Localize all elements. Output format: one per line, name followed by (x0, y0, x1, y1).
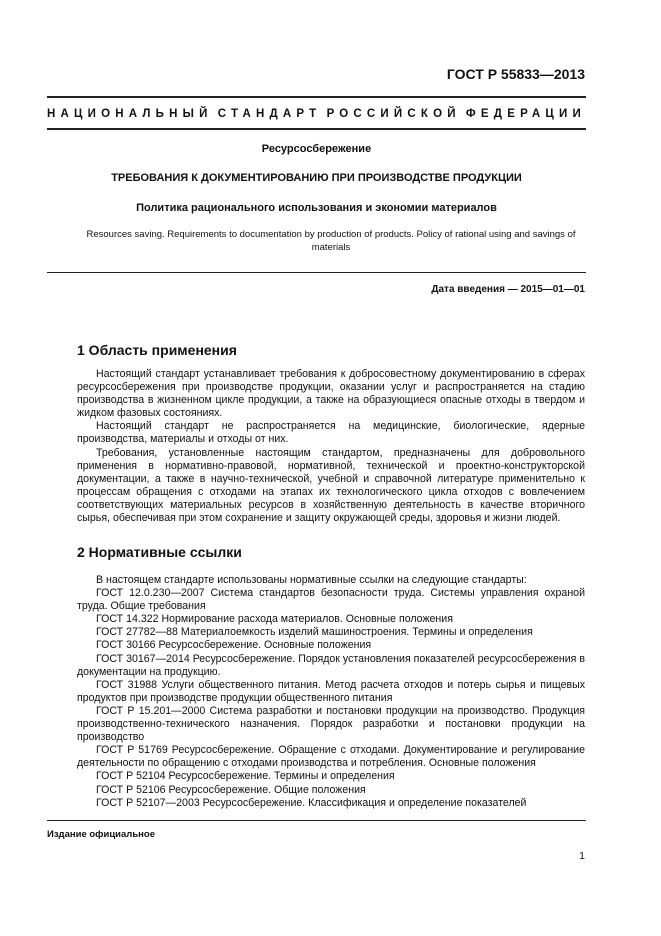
paragraph: В настоящем стандарте использованы нормативные ссылки на следующие стандарты: (96, 574, 527, 586)
reference-item: ГОСТ Р 52104 Ресурсосбережение. Термины и определения (96, 770, 395, 783)
national-standard-banner (47, 108, 586, 120)
section-1-body (77, 368, 585, 525)
english-title: Resources saving. Requirements to documentation by production of products. Policy of rational using and savings of materials (86, 229, 576, 253)
document-number: ГОСТ Р 55833—2013 (446, 66, 585, 82)
divider (47, 96, 586, 98)
reference-item: ГОСТ 30166 Ресурсосбережение. Основные положения (96, 639, 372, 652)
reference-item: ГОСТ Р 51769 Ресурсосбережение. Обращение с отходами. Документирование и регулирование деятельности по обращению с отходами производства и потребления. Основные положения (77, 744, 585, 770)
divider (47, 820, 586, 821)
reference-item: ГОСТ Р 52107—2003 Ресурсосбережение. Классификация и определение показателей (96, 796, 527, 809)
paragraph: Настоящий стандарт не распространяется на медицинские, биологические, ядерные производства, материалы и отходы от них. (77, 420, 585, 446)
official-edition-label: Издание официальное (47, 829, 155, 840)
reference-item: ГОСТ 31988 Услуги общественного питания. Метод расчета отходов и потерь сырья и пищевых продуктов при производстве продукции общественного питания (77, 678, 585, 704)
page-number: 1 (579, 850, 585, 862)
subtitle: Политика рационального использования и экономии материалов (136, 202, 497, 214)
reference-item: ГОСТ 30167—2014 Ресурсосбережение. Порядок установления показателей ресурсосбережения в документации на продукцию. (77, 652, 585, 678)
divider (47, 272, 586, 273)
section-heading: 1 Область применения (77, 342, 237, 358)
main-title: ТРЕБОВАНИЯ К ДОКУМЕНТИРОВАНИЮ ПРИ ПРОИЗВОДСТВЕ ПРОДУКЦИИ (111, 172, 522, 184)
paragraph: Настоящий стандарт устанавливает требования к добросовестному документированию в сферах ресурсосбережения при производстве продукции, оказании услуг и распространяется на стадию производства в жизненном цикле продукции, а также на образующиеся опасные отходы в твердом и жидком фазовых состояниях. (77, 368, 585, 420)
divider (47, 128, 586, 130)
category-title: Ресурсосбережение (261, 143, 372, 155)
banner-word: СТАНДАРТ (217, 108, 322, 120)
banner-word: РОССИЙСКОЙ (326, 108, 461, 120)
paragraph: Требования, установленные настоящим стандартом, предназначены для добровольного применения в нормативно-правовой, нормативной, технической и проектно-конструкторской документации, а также в научно-технической, учебной и справочной литературе применительно к процессам обращения с отходами на этапах их технологического цикла отходов с вовлечением соответствующих материальных ресурсов в хозяйственную деятельность в качестве вторичного сырья, обеспечивая при этом сохранение и защиту окружающей среды, здоровья и жизни людей. (77, 446, 585, 525)
banner-word: ФЕДЕРАЦИИ (465, 108, 586, 120)
introduction-date: Дата введения — 2015—01—01 (431, 284, 585, 295)
reference-item: ГОСТ Р 52106 Ресурсосбережение. Общие положения (96, 783, 366, 796)
banner-word: НАЦИОНАЛЬНЫЙ (47, 108, 213, 120)
section-heading: 2 Нормативные ссылки (77, 544, 242, 560)
reference-item: ГОСТ 14.322 Нормирование расхода материалов. Основные положения (96, 613, 453, 626)
reference-item: ГОСТ Р 15.201—2000 Система разработки и постановки продукции на производство. Продукция производственно-технического назначения. Порядок разработки и постановки продукции на производство (77, 704, 585, 744)
reference-item: ГОСТ 27782—88 Материалоемкость изделий машиностроения. Термины и определения (96, 626, 533, 639)
reference-item: ГОСТ 12.0.230—2007 Система стандартов безопасности труда. Системы управления охраной труда. Общие требования (77, 587, 585, 613)
section-2-body (77, 574, 585, 810)
